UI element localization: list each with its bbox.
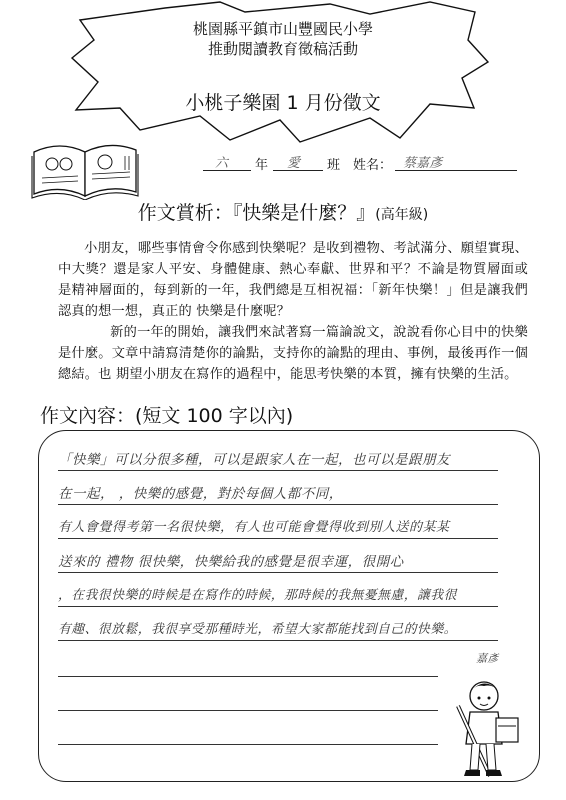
ruled-line bbox=[58, 572, 498, 573]
handwritten-line-3: 有人會覺得考第一名很快樂，有人也可能會覺得收到別人送的某某 bbox=[58, 520, 450, 535]
page-title: 小桃子樂園 1 月份徵文 bbox=[185, 92, 381, 114]
handwritten-line-4: 送來的 禮物 很快樂，快樂給我的感覺是很幸運，很開心 bbox=[58, 554, 404, 570]
grade-value: 六 bbox=[215, 156, 229, 171]
ruled-line bbox=[58, 538, 498, 539]
event-name: 推動閱讀教育徵稿活動 bbox=[207, 40, 358, 58]
ruled-line bbox=[58, 744, 438, 745]
handwritten-line-2: 在一起， ，快樂的感覺，對於每個人都不同， bbox=[58, 486, 343, 502]
signature: 嘉彥 bbox=[476, 652, 498, 665]
name-value: 蔡嘉彥 bbox=[403, 156, 443, 171]
grade-label: 年 bbox=[255, 158, 269, 173]
ruled-line bbox=[58, 606, 498, 607]
prompt-paragraph-2: 新的一年的開始，讓我們來試著寫一篇論說文，說說看你心目中的快樂是什麼。文章中請寫清楚你的論點，支持你的論點的理由、事例，最後再作一個總結。也 期望小朋友在寫作的過程中，能思考快樂的本質，擁有快樂的生活。 bbox=[58, 325, 528, 382]
prompt-paragraph-1: 小朋友，哪些事情會令你感到快樂呢？是收到禮物、考試滿分、願望實現、中大獎？還是家人平安、身體健康、熱心奉獻、世界和平？不論是物質層面或 是精神層面的，每到新的一年，我們總是互相祝福：「新年快樂！」但是讓我們認真的想一想，真正的 快樂是什麼呢？ bbox=[58, 241, 528, 319]
class-value: 愛 bbox=[287, 156, 301, 171]
handwritten-line-6: 有趣、很放鬆，我很享受那種時光，希望大家都能找到自己的快樂。 bbox=[58, 622, 457, 637]
handwritten-line-5: ，在我很快樂的時候是在寫作的時候，那時候的我無憂無慮，讓我很 bbox=[58, 588, 457, 603]
ruled-line bbox=[58, 676, 438, 677]
ruled-line bbox=[58, 710, 438, 711]
content-label: 作文內容：(短文 100 字以內) bbox=[40, 405, 294, 427]
handwritten-line-1: 「快樂」可以分很多種，可以是跟家人在一起，也可以是跟朋友 bbox=[58, 452, 450, 468]
child-with-pencil-icon bbox=[446, 672, 526, 782]
name-label: 姓名： bbox=[353, 158, 393, 173]
essay-title-text: 作文賞析：『快樂是什麼？』 bbox=[137, 202, 376, 224]
student-info-row bbox=[195, 152, 525, 176]
ruled-line bbox=[58, 470, 498, 471]
class-label: 班 bbox=[327, 158, 341, 173]
open-book-icon bbox=[30, 130, 140, 200]
essay-title bbox=[0, 198, 566, 225]
essay-level: (高年級) bbox=[375, 207, 429, 223]
school-name: 桃園縣平鎮市山豐國民小學 bbox=[192, 20, 373, 38]
ruled-line bbox=[58, 504, 498, 505]
ruled-line bbox=[58, 640, 498, 641]
